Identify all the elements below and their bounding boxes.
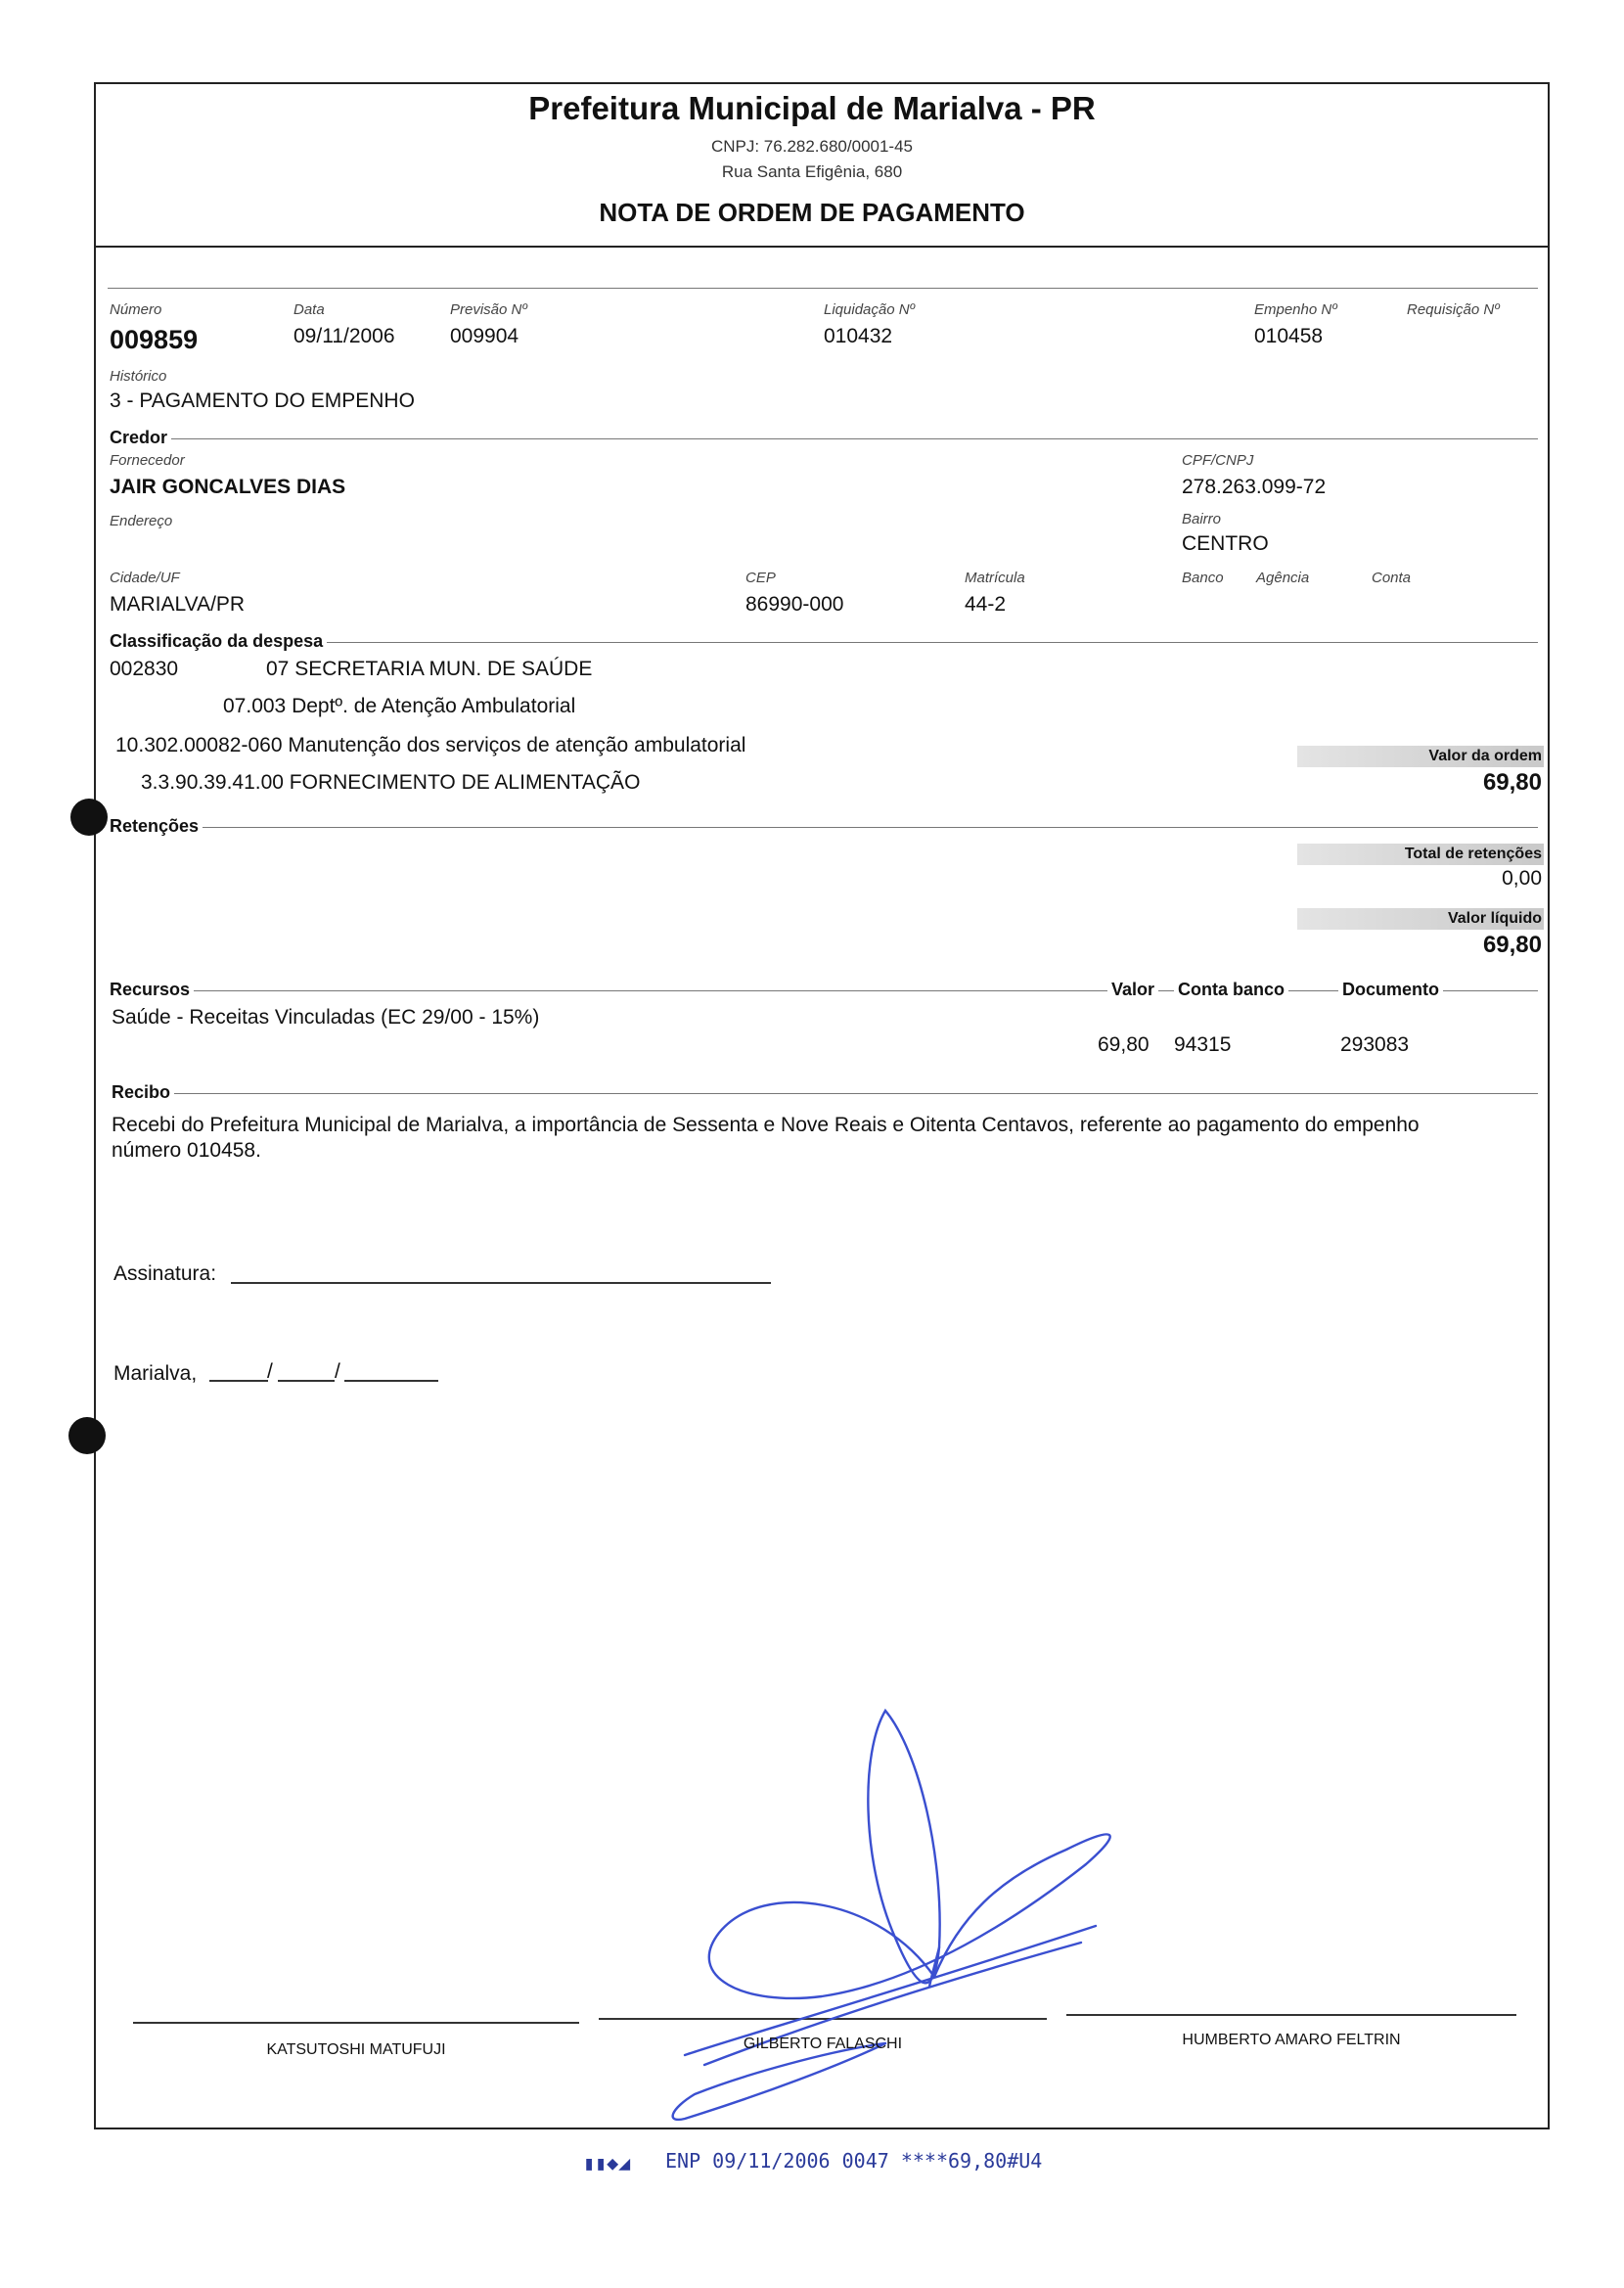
recursos-conta: 94315 xyxy=(1174,1033,1232,1056)
liquidacao-value: 010432 xyxy=(824,325,893,347)
recursos-fonte: Saúde - Receitas Vinculadas (EC 29/00 - 15%) xyxy=(112,1006,540,1029)
bairro-value: CENTRO xyxy=(1182,532,1269,555)
banco-label: Banco xyxy=(1182,570,1224,586)
cep-value: 86990-000 xyxy=(745,593,844,616)
cep-label: CEP xyxy=(745,570,776,586)
document-title: NOTA DE ORDEM DE PAGAMENTO xyxy=(599,198,1025,227)
programa-text: 10.302.00082-060 Manutenção dos serviços de atenção ambulatorial xyxy=(115,734,746,756)
classificacao-code: 002830 xyxy=(110,658,179,680)
recibo-text-line2: número 010458. xyxy=(112,1139,261,1162)
agencia-label: Agência xyxy=(1256,570,1310,586)
requisicao-label: Requisição Nº xyxy=(1407,301,1500,318)
fornecedor-value: JAIR GONCALVES DIAS xyxy=(110,476,346,498)
empenho-label: Empenho Nº xyxy=(1254,301,1337,318)
valor-ordem-label: Valor da ordem xyxy=(1428,748,1542,764)
secretaria-text: 07 SECRETARIA MUN. DE SAÚDE xyxy=(266,658,593,680)
address-text: Rua Santa Efigênia, 680 xyxy=(721,162,903,181)
matricula-label: Matrícula xyxy=(965,570,1025,586)
total-retencoes-value: 0,00 xyxy=(1502,867,1542,890)
numero-label: Número xyxy=(110,301,162,318)
date-slash: / xyxy=(335,1360,340,1383)
total-retencoes-label: Total de retenções xyxy=(1404,846,1542,862)
recursos-section: Recursos xyxy=(110,980,194,1000)
cpf-value: 278.263.099-72 xyxy=(1182,476,1327,498)
matricula-value: 44-2 xyxy=(965,593,1007,616)
endereco-label: Endereço xyxy=(110,513,173,529)
departamento-text: 07.003 Deptº. de Atenção Ambulatorial xyxy=(223,695,576,717)
bank-stamp-logo: ▮▮◆◢ xyxy=(583,2151,631,2174)
conta-banco-column-label: Conta banco xyxy=(1174,980,1288,1000)
assinatura-label: Assinatura: xyxy=(113,1262,217,1285)
retencoes-section: Retenções xyxy=(110,816,203,837)
data-value: 09/11/2006 xyxy=(293,325,395,347)
valor-ordem-value: 69,80 xyxy=(1482,769,1542,796)
page-title: Prefeitura Municipal de Marialva - PR xyxy=(528,90,1096,126)
numero-value: 009859 xyxy=(110,325,199,354)
cpf-label: CPF/CNPJ xyxy=(1182,452,1254,469)
fornecedor-label: Fornecedor xyxy=(110,452,185,469)
historico-label: Histórico xyxy=(110,368,167,385)
documento-column-label: Documento xyxy=(1338,980,1443,1000)
classificacao-section: Classificação da despesa xyxy=(110,631,327,652)
data-label: Data xyxy=(293,301,325,318)
valor-liquido-label: Valor líquido xyxy=(1447,910,1542,927)
valor-liquido-value: 69,80 xyxy=(1482,932,1542,958)
cidade-value: MARIALVA/PR xyxy=(110,593,246,616)
previsao-value: 009904 xyxy=(450,325,519,347)
credor-section: Credor xyxy=(110,428,171,448)
signature-name-1: KATSUTOSHI MATUFUJI xyxy=(266,2041,446,2058)
signature-name-3: HUMBERTO AMARO FELTRIN xyxy=(1182,2032,1401,2048)
date-slash: / xyxy=(267,1360,273,1383)
empenho-value: 010458 xyxy=(1254,325,1324,347)
historico-value: 3 - PAGAMENTO DO EMPENHO xyxy=(110,389,415,412)
signature-name-2: GILBERTO FALASCHI xyxy=(743,2036,903,2052)
recursos-valor: 69,80 xyxy=(1098,1033,1150,1056)
elemento-text: 3.3.90.39.41.00 FORNECIMENTO DE ALIMENTAÇÃO xyxy=(141,771,641,794)
local-label: Marialva, xyxy=(113,1362,198,1385)
bairro-label: Bairro xyxy=(1182,511,1222,527)
recibo-section: Recibo xyxy=(112,1082,174,1103)
bank-stamp-text: ENP 09/11/2006 0047 ****69,80#U4 xyxy=(665,2149,1043,2173)
previsao-label: Previsão Nº xyxy=(450,301,527,318)
valor-column-label: Valor xyxy=(1107,980,1158,1000)
cnpj-text: CNPJ: 76.282.680/0001-45 xyxy=(710,137,914,156)
liquidacao-label: Liquidação Nº xyxy=(824,301,916,318)
recursos-documento: 293083 xyxy=(1340,1033,1410,1056)
cidade-label: Cidade/UF xyxy=(110,570,180,586)
recibo-text-line1: Recebi do Prefeitura Municipal de Marialva, a importância de Sessenta e Nove Reais e Oitenta Centavos, referente ao pagamento do empenho xyxy=(112,1114,1420,1136)
conta-label: Conta xyxy=(1372,570,1412,586)
